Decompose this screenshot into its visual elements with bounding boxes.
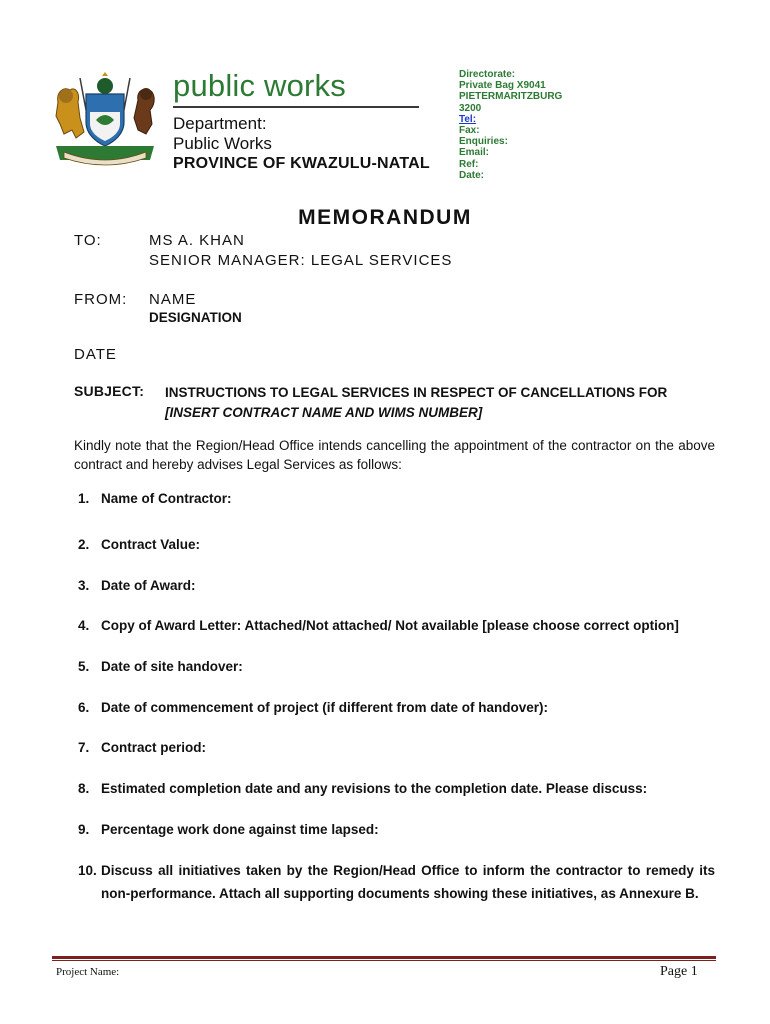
- contact-ref: Ref:: [459, 158, 479, 170]
- list-item: [78, 574, 715, 597]
- contact-city: PIETERMARITZBURG: [459, 91, 563, 103]
- contact-tel-link[interactable]: Tel:: [459, 113, 477, 125]
- to-title: SENIOR MANAGER: LEGAL SERVICES: [149, 252, 453, 269]
- item-text: Discuss all initiatives taken by the Region/Head Office to inform the contractor to remedy its non-performance. Attach all supporting documents showing these initiatives, as Annexure B.: [101, 863, 715, 901]
- item-number: 1.: [78, 491, 90, 506]
- contact-fax: Fax:: [459, 125, 480, 137]
- from-label: FROM:: [74, 291, 128, 308]
- item-number: 4.: [78, 618, 90, 633]
- subject-text: [165, 383, 715, 423]
- list-item: [78, 859, 715, 905]
- list-item: [78, 655, 715, 678]
- footer-project-name: Project Name:: [56, 966, 120, 978]
- item-number: 7.: [78, 740, 90, 755]
- item-number: 8.: [78, 781, 90, 796]
- from-name: NAME: [149, 291, 197, 308]
- list-item: [78, 696, 715, 719]
- subject-label: SUBJECT:: [74, 383, 145, 399]
- item-text: Date of site handover:: [101, 659, 243, 674]
- contact-email: Email:: [459, 147, 490, 159]
- item-text: Contract period:: [101, 740, 207, 755]
- list-item: [78, 614, 715, 637]
- item-number: 6.: [78, 700, 90, 715]
- to-name: MS A. KHAN: [149, 232, 245, 249]
- list-item: [78, 777, 715, 800]
- item-number: 2.: [78, 537, 90, 552]
- date-label: DATE: [74, 346, 117, 363]
- to-label: TO:: [74, 232, 102, 249]
- item-text: Date of Award:: [101, 578, 196, 593]
- contact-block: [459, 69, 562, 181]
- item-text: Contract Value:: [101, 537, 201, 552]
- contact-bag: Private Bag X9041: [459, 80, 546, 92]
- item-number: 3.: [78, 578, 90, 593]
- list-item: [78, 818, 715, 841]
- footer-page-number: Page 1: [660, 964, 698, 979]
- subject-line-1: INSTRUCTIONS TO LEGAL SERVICES IN RESPECT OF CANCELLATIONS FOR: [165, 385, 668, 400]
- list-item: [78, 533, 715, 556]
- memo-title: MEMORANDUM: [298, 206, 472, 229]
- item-number: 9.: [78, 822, 90, 837]
- contact-directorate: Directorate:: [459, 69, 516, 80]
- subject-line-2: [INSERT CONTRACT NAME AND WIMS NUMBER]: [165, 405, 483, 420]
- contact-enquiries: Enquiries:: [459, 136, 508, 148]
- footer-rule-thick: [52, 956, 716, 959]
- item-text: Date of commencement of project (if different from date of handover):: [101, 700, 549, 715]
- item-number: 10.: [78, 863, 97, 878]
- item-text: Copy of Award Letter: Attached/Not attached/ Not available [please choose correct option]: [101, 618, 679, 633]
- department-name: Public Works: [173, 134, 272, 153]
- footer-rule-thin: [52, 960, 716, 961]
- item-text: Percentage work done against time lapsed:: [101, 822, 379, 837]
- item-text: Name of Contractor:: [101, 491, 232, 506]
- brand-wordmark: public works: [173, 68, 346, 103]
- list-item: [78, 487, 715, 510]
- contact-date: Date:: [459, 169, 485, 181]
- department-block: [173, 114, 430, 174]
- intro-paragraph: Kindly note that the Region/Head Office intends cancelling the appointment of the contractor on the above contract and hereby advises Legal Services as follows:: [74, 438, 715, 472]
- brand-divider: [173, 106, 419, 108]
- province-name: PROVINCE OF KWAZULU-NATAL: [173, 155, 430, 172]
- department-label: Department:: [173, 114, 267, 133]
- contact-code: 3200: [459, 102, 482, 114]
- item-number: 5.: [78, 659, 90, 674]
- coat-of-arms-logo: [50, 72, 160, 170]
- from-designation: DESIGNATION: [149, 310, 242, 325]
- item-text: Estimated completion date and any revisions to the completion date. Please discuss:: [101, 781, 648, 796]
- list-item: [78, 736, 715, 759]
